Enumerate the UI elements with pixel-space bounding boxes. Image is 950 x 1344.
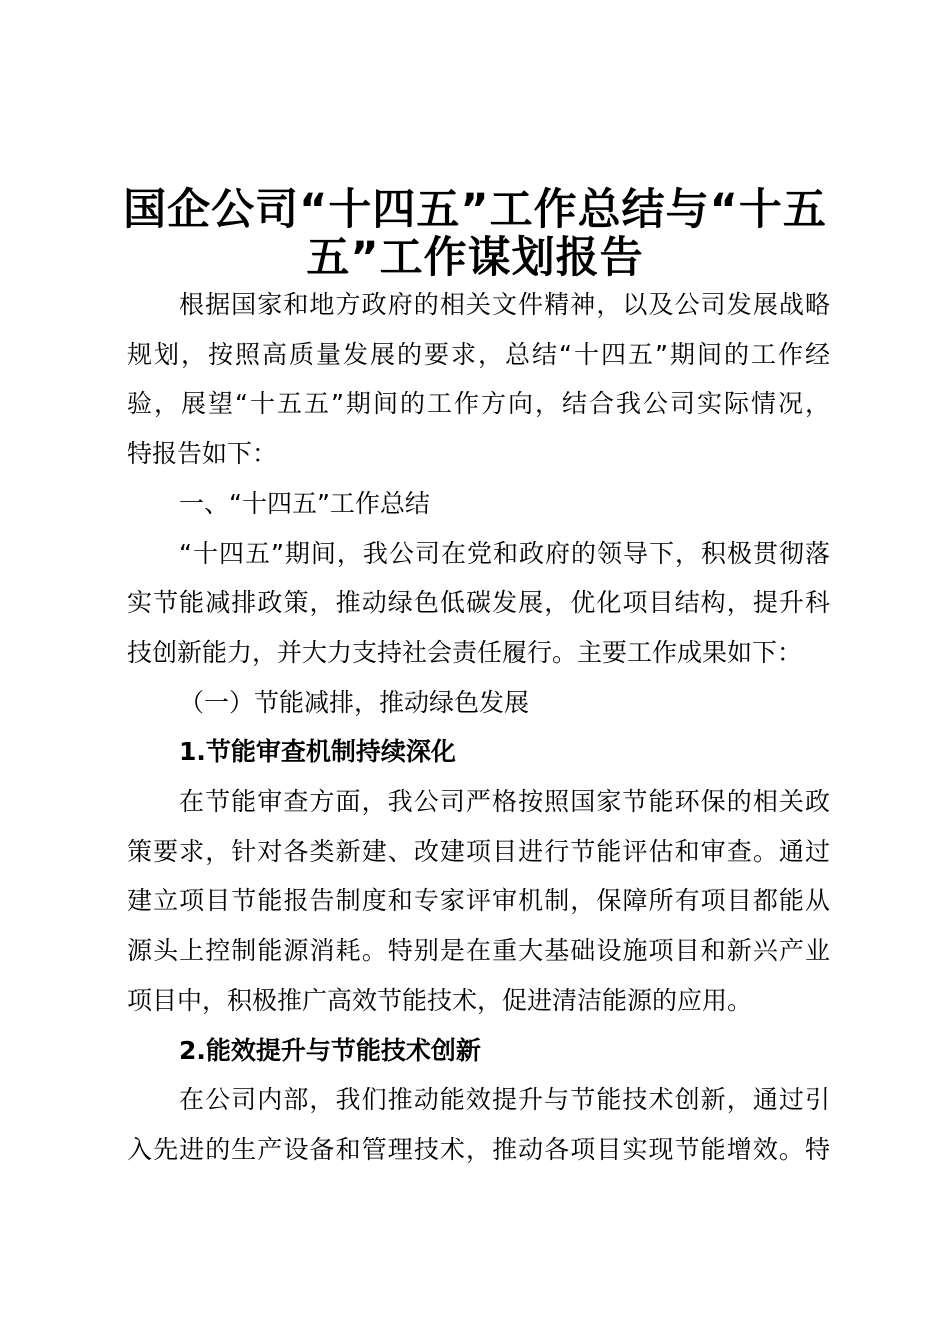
document-title-line: 国企公司“十四五”工作总结与“十五 (123, 185, 827, 235)
paragraph-line: 实节能减排政策，推动绿色低碳发展，优化项目结构，提升科 (127, 588, 830, 617)
paragraph-line: 在公司内部，我们推动能效提升与节能技术创新，通过引 (179, 1085, 830, 1114)
paragraph-line: 项目中，积极推广高效节能技术，促进清洁能源的应用。 (127, 986, 753, 1015)
document-title-line: 五”工作谋划报告 (306, 233, 644, 283)
paragraph-line: 验，展望“十五五”期间的工作方向，结合我公司实际情况， (127, 389, 830, 418)
paragraph-line: 根据国家和地方政府的相关文件精神，以及公司发展战略 (179, 290, 830, 319)
paragraph-line: 特报告如下： (127, 439, 278, 468)
paragraph-line: 在节能审查方面，我公司严格按照国家节能环保的相关政 (179, 787, 830, 816)
subheading-line: 2.能效提升与节能技术创新 (179, 1036, 481, 1065)
paragraph-line: 规划，按照高质量发展的要求，总结“十四五”期间的工作经 (127, 340, 830, 369)
paragraph-line: 入先进的生产设备和管理技术，推动各项目实现节能增效。特 (127, 1135, 830, 1164)
subheading-line: 1.节能审查机制持续深化 (179, 737, 456, 766)
paragraph-line: 建立项目节能报告制度和专家评审机制，保障所有项目都能从 (127, 886, 830, 915)
paragraph-line: 技创新能力，并大力支持社会责任履行。主要工作成果如下： (127, 638, 803, 667)
paragraph-line: 源头上控制能源消耗。特别是在重大基础设施项目和新兴产业 (127, 936, 830, 965)
paragraph-line: 策要求，针对各类新建、改建项目进行节能评估和审查。通过 (127, 837, 830, 866)
section-heading-line: 一、“十四五”工作总结 (179, 489, 430, 518)
paragraph-line: “十四五”期间，我公司在党和政府的领导下，积极贯彻落 (179, 539, 830, 568)
section-heading-line: （一）节能减排，推动绿色发展 (179, 688, 530, 717)
